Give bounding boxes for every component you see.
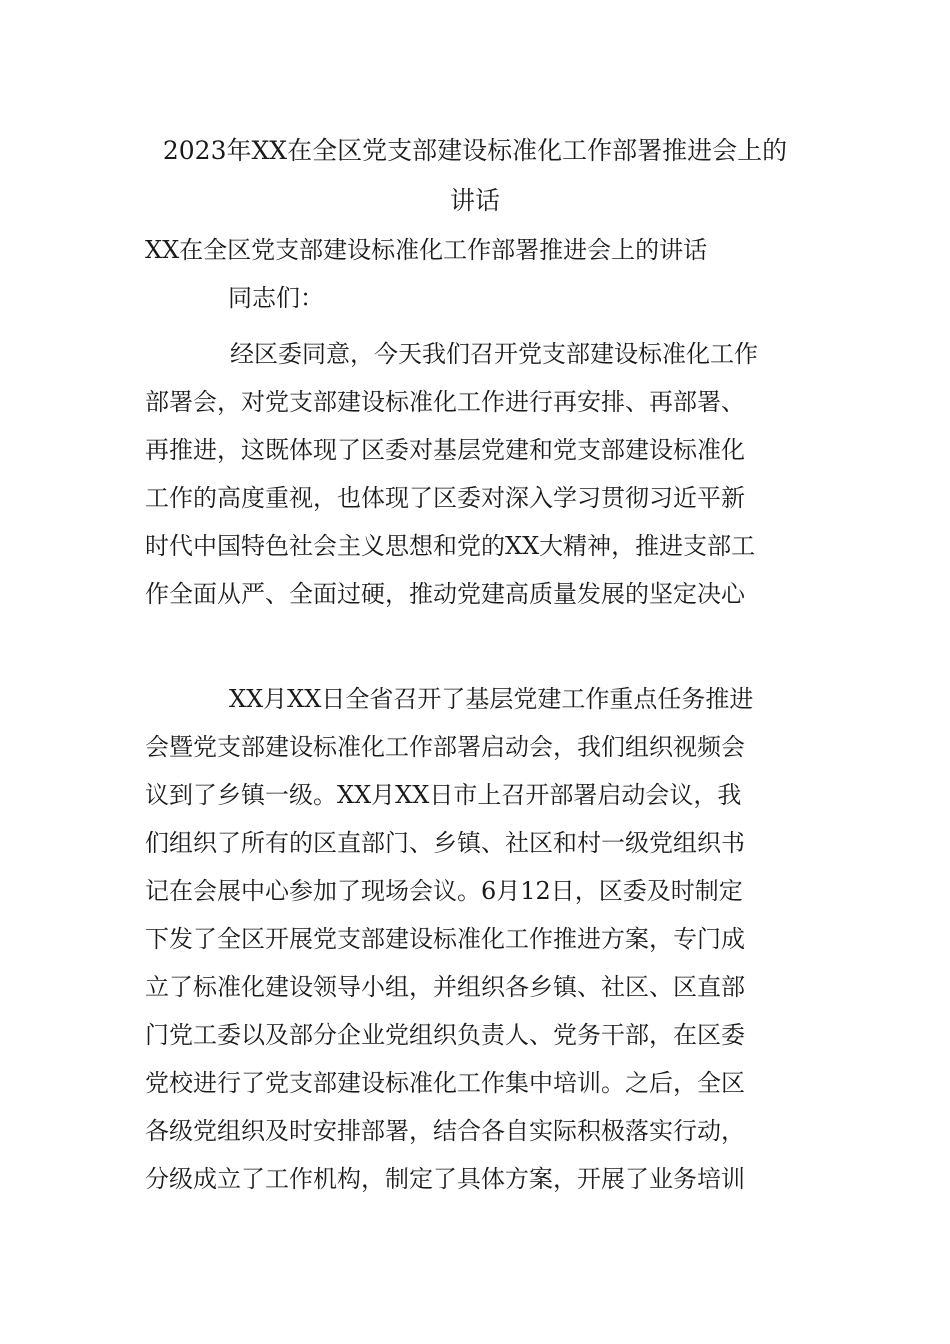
title-line-1: 2023年XX在全区党支部建设标准化工作部署推进会上的 — [162, 136, 788, 165]
paragraph-line: 议到了乡镇一级。XX月XX日市上召开部署启动会议，我 — [145, 781, 742, 809]
paragraph-line: 党校进行了党支部建设标准化工作集中培训。之后，全区 — [145, 1069, 745, 1097]
paragraph-2 — [145, 675, 810, 1203]
paragraph-line: 立了标准化建设领导小组，并组织各乡镇、社区、区直部 — [145, 973, 745, 1001]
salutation: 同志们： — [228, 284, 324, 312]
paragraph-1 — [145, 330, 810, 618]
paragraph-line: 们组织了所有的区直部门、乡镇、社区和村一级党组织书 — [145, 829, 745, 857]
paragraph-line: 时代中国特色社会主义思想和党的XX大精神，推进支部工 — [145, 532, 756, 560]
speech-subtitle: XX在全区党支部建设标准化工作部署推进会上的讲话 — [145, 236, 708, 264]
paragraph-line: 再推进，这既体现了区委对基层党建和党支部建设标准化 — [145, 436, 745, 464]
paragraph-line: 经区委同意，今天我们召开党支部建设标准化工作 — [230, 340, 758, 368]
paragraph-line: 门党工委以及部分企业党组织负责人、党务干部，在区委 — [145, 1021, 745, 1049]
paragraph-line: XX月XX日全省召开了基层党建工作重点任务推进 — [229, 685, 754, 713]
paragraph-line: 会暨党支部建设标准化工作部署启动会，我们组织视频会 — [145, 733, 745, 761]
document-title — [140, 126, 810, 226]
title-line-2: 讲话 — [449, 186, 500, 215]
paragraph-line: 部署会，对党支部建设标准化工作进行再安排、再部署、 — [145, 388, 745, 416]
paragraph-line: 下发了全区开展党支部建设标准化工作推进方案，专门成 — [145, 925, 745, 953]
paragraph-line: 作全面从严、全面过硬，推动党建高质量发展的坚定决心 — [145, 580, 745, 608]
paragraph-line: 记在会展中心参加了现场会议。6月12日，区委及时制定 — [145, 877, 743, 905]
paragraph-line: 工作的高度重视，也体现了区委对深入学习贯彻习近平新 — [145, 484, 745, 512]
paragraph-line: 各级党组织及时安排部署，结合各自实际积极落实行动， — [145, 1117, 745, 1145]
paragraph-line: 分级成立了工作机构，制定了具体方案，开展了业务培训 — [145, 1165, 745, 1193]
